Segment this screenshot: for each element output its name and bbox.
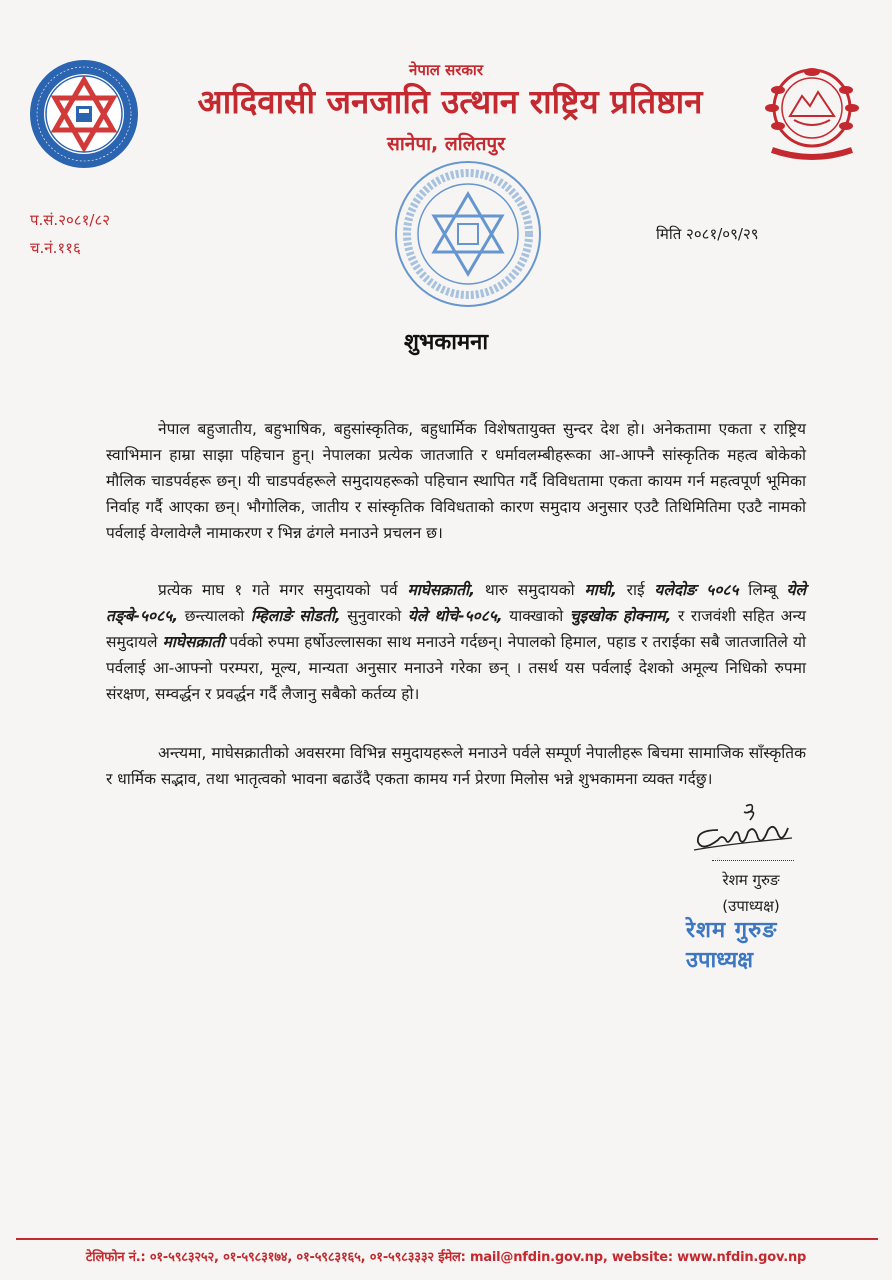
text-run: छन्त्यालको — [178, 607, 251, 625]
text-run: लिम्बू — [738, 581, 787, 599]
festival-name-sunuwar: येले थोचे-५०८५, — [407, 607, 503, 625]
letter-reference-number: प.सं.२०८१/८२ — [30, 211, 111, 229]
office-seal-stamp — [392, 158, 544, 310]
organization-address: सानेपा, ललितपुर — [387, 133, 505, 155]
government-label: नेपाल सरकार — [409, 61, 483, 79]
festival-name-tharu: माघी, — [584, 581, 617, 599]
paragraph-text: नेपाल बहुजातीय, बहुभाषिक, बहुसांस्कृतिक, बहुधार्मिक विशेषतायुक्त सुन्दर देश हो। अनेकतामा एकता र राष्ट्रिय स्वाभिमान हाम्रा साझा पहिचान हुन्। नेपालका प्रत्येक जातजाति र धर्मावलम्बीहरूका आ-आफ्नै सांस्कृतिक महत्व बोकेको मौलिक चाडपर्वहरू छन्। यी चाडपर्वहरूले समुदायहरूको पहिचान स्थापित गर्दै विविधतामा एकता कायम गर्न महत्वपूर्ण भूमिका निर्वाह गर्दै आएका छन्। भौगोलिक, जातीय र सांस्कृतिक विविधताको कारण समुदाय अनुसार एउटै तिथिमितिमा एउटै नामको पर्वलाई वेग्लावेग्लै नामाकरण र भिन्न ढंगले मनाउने प्रचलन छ। — [106, 420, 806, 542]
text-run: र राजवंशी सहित अन्य समुदायले — [106, 607, 807, 651]
organization-title: आदिवासी जनजाति उत्थान राष्ट्रिय प्रतिष्ठान — [197, 82, 703, 121]
text-run: प्रत्येक माघ १ गते मगर समुदायको पर्व — [158, 581, 408, 599]
signatory-role: (उपाध्यक्ष) — [722, 897, 780, 915]
designation-stamp: उपाध्यक्ष — [686, 948, 754, 973]
name-stamp: रेशम गुरुङ — [686, 918, 778, 943]
handwritten-signature — [688, 800, 796, 862]
festival-name-others: माघेसक्राती — [162, 633, 225, 651]
body-paragraph-3 — [106, 740, 806, 792]
body-paragraph-1 — [106, 416, 806, 546]
letter-date: मिति २०८१/०९/२९ — [656, 225, 759, 243]
footer-divider — [16, 1238, 878, 1240]
festival-name-rai: यलेदोङ ५०८५ — [654, 581, 739, 599]
text-run: राई — [616, 581, 655, 599]
dispatch-number: च.नं.११६ — [30, 239, 81, 257]
footer-contact: टेलिफोन नं.: ०१-५९८३२५२, ०१-५९८३१७४, ०१-५९८३१६५, ०१-५९८३३३२ ईमेल: mail@nfdin.gov.np, website: www.nfdin.gov.np — [85, 1250, 807, 1265]
text-run: पर्वको रुपमा हर्षोउल्लासका साथ मनाउने गर्दछन्। नेपालको हिमाल, पहाड र तराईका सबै जातजातिले यो पर्वलाई आ-आफ्नो परम्परा, मूल्य, मान्यता अनुसार मनाउने गरेका छन् । तसर्थ यस पर्वलाई देशको अमूल्य निधिको रुपमा संरक्षण, सम्वर्द्धन र प्रवर्द्धन गर्दै लैजानु सबैको कर्तव्य हो। — [106, 633, 806, 703]
text-run: याक्खाको — [502, 607, 570, 625]
festival-name-chhantyal: म्हिलाङे सोडती, — [250, 607, 341, 625]
signature-line — [712, 860, 794, 861]
text-run: थारु समुदायको — [475, 581, 585, 599]
body-paragraph-2 — [106, 577, 806, 707]
letter-heading: शुभकामना — [403, 330, 489, 355]
festival-name-limbu: येले तङ्बे-५०८५, — [106, 581, 806, 625]
text-run: सुनुवारको — [340, 607, 408, 625]
paragraph-text — [106, 577, 806, 707]
festival-name-yakkha: चुइखोक होक्नाम, — [569, 607, 672, 625]
paragraph-text: अन्त्यमा, माघेसक्रातीको अवसरमा विभिन्न समुदायहरूले मनाउने पर्वले सम्पूर्ण नेपालीहरू बिचमा सामाजिक साँस्कृतिक र धार्मिक सद्भाव, तथा भातृत्वको भावना बढाउँदै एकता कामय गर्न प्रेरणा मिलोस भन्ने शुभकामना व्यक्त गर्दछु। — [106, 744, 806, 788]
festival-name-magar: माघेसक्राती, — [407, 581, 476, 599]
signatory-name: रेशम गुरुङ — [722, 871, 780, 889]
